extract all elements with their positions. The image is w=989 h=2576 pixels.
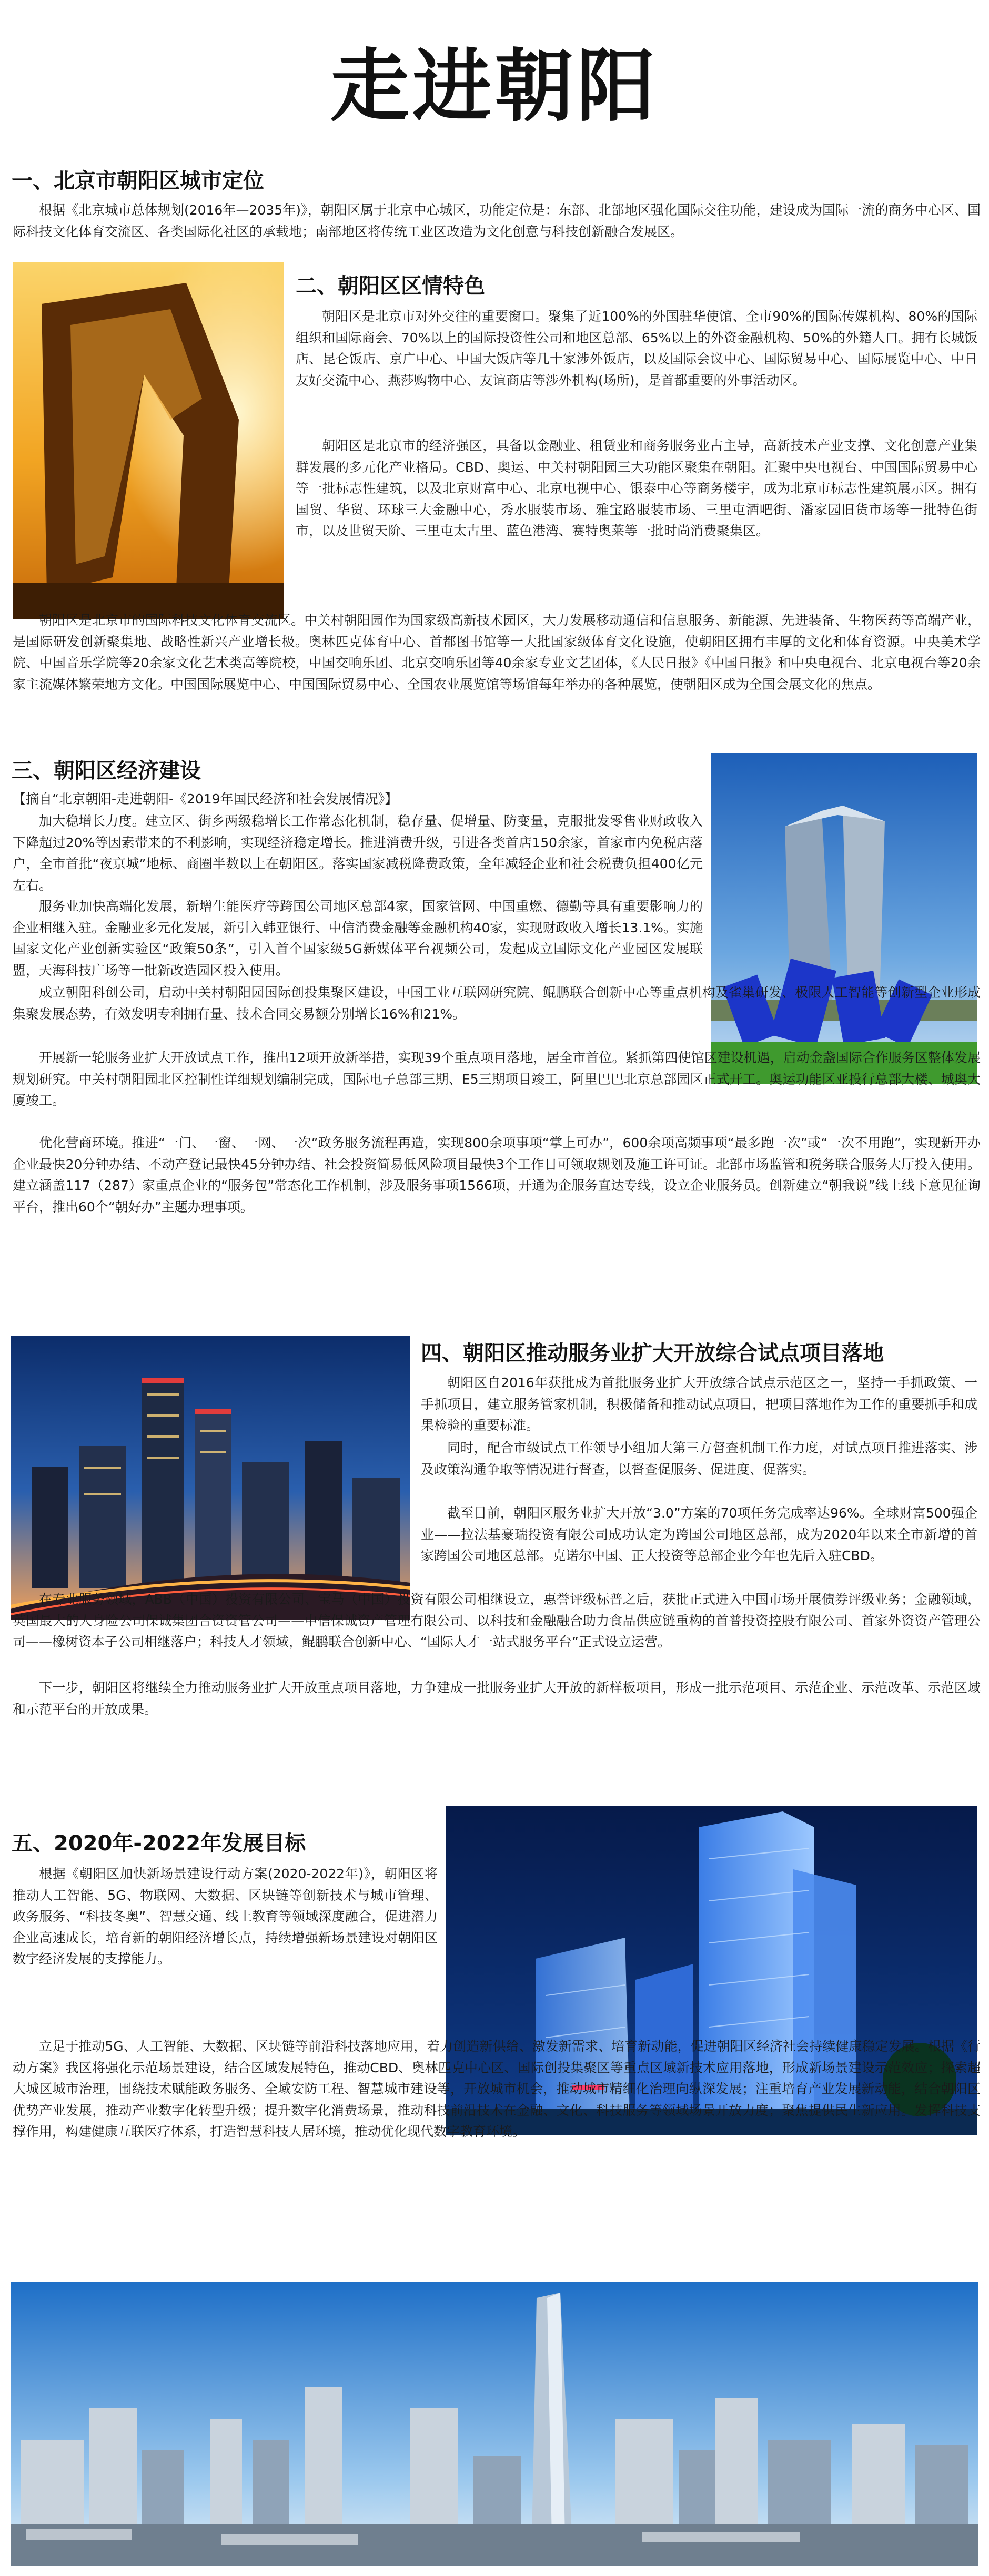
- section-1-heading: 一、北京市朝阳区城市定位: [12, 169, 264, 193]
- section-3-heading: 三、朝阳区经济建设: [12, 759, 201, 783]
- section-2-paragraph-1: 朝阳区是北京市对外交往的重要窗口。聚集了近100%的外国驻华使馆、全市90%的国际传媒机构、80%的国际组织和国际商会、70%以上的国际投资性公司和地区总部、65%以上的外资金融机构、50%的外籍人口。拥有长城饭店、昆仑饭店、京广中心、中国大饭店等几十家涉外饭店，以及国际会议中心、国际贸易中心、国际展览中心、中日友好交流中心、燕莎购物中心、友谊商店等涉外机构(场所)，是首都重要的外事活动区。: [296, 309, 977, 388]
- section-4-paragraph-4: 在专业服务领域，ABB（中国）投资有限公司、宝马（中国）投资有限公司相继设立，惠誉评级标普之后，获批正式进入中国市场开展债券评级业务；金融领域，英国最大的人身险公司保诚集团合资资管公司——中信保诚资产管理有限公司、以科技和金融融合助力食品供应链重构的首普投资控股有限公司、首家外资资产管理公司——橡树资本子公司相继落户；科技人才领域，鲲鹏联合创新中心、“国际人才一站式服务平台”正式设立运营。: [13, 1592, 981, 1650]
- section-2-paragraph-3: 朝阳区是北京市的国际科技文化体育交流区。中关村朝阳园作为国家级高新技术园区，大力发展移动通信和信息服务、新能源、先进装备、生物医药等高端产业，是国际研发创新聚集地、战略性新兴产业增长极。奥林匹克体育中心、首都图书馆等一大批国家级体育文化设施，使朝阳区拥有丰厚的文化和体育资源。中央美术学院、中国音乐学院等20余家文化艺术类高等院校，中国交响乐团、北京交响乐团等40余家专业文艺团体，《人民日报》《中国日报》和中央电视台、北京电视台等20余家主流媒体繁荣地方文化。中国国际展览中心、中国国际贸易中心、全国农业展览馆等场馆每年举办的各种展览，使朝阳区成为全国会展文化的焦点。: [13, 613, 981, 692]
- section-1-paragraph: 根据《北京城市总体规划(2016年—2035年)》，朝阳区属于北京中心城区，功能定位是：东部、北部地区强化国际交往功能，建设成为国际一流的商务中心区、国际科技文化体育交流区、各类国际化社区的承载地；南部地区将传统工业区改造为文化创意与科技创新融合发展区。: [13, 202, 981, 239]
- section-4-paragraph-2: 同时，配合市级试点工作领导小组加大第三方督查机制工作力度，对试点项目推进落实、涉及政策沟通争取等情况进行督查，以督查促服务、促进度、促落实。: [421, 1440, 977, 1477]
- section-4-paragraph-1: 朝阳区自2016年获批成为首批服务业扩大开放综合试点示范区之一，坚持一手抓政策、一手抓项目，建立服务管家机制，积极储备和推动试点项目，把项目落地作为工作的重要抓手和成果检验的重要标准。: [421, 1375, 977, 1433]
- page-title: 走进朝阳: [330, 41, 659, 133]
- section-5-heading: 五、2020年-2022年发展目标: [12, 1831, 306, 1856]
- section-5-paragraph-2: 立足于推动5G、人工智能、大数据、区块链等前沿科技落地应用，着力创造新供给、激发新需求、培育新动能，促进朝阳区经济社会持续健康稳定发展。根据《行动方案》我区将强化示范场景建设，结合区域发展特色，推动CBD、奥林匹克中心区、国际创投集聚区等重点区域新技术应用落地，形成新场景建设示范效应；探索超大城区城市治理，围绕技术赋能政务服务、全域安防工程、智慧城市建设等，开放城市机会，推动城市精细化治理向纵深发展；注重培育产业发展新动能，结合朝阳区优势产业发展，推动产业数字化转型升级；提升数字化消费场景，推动科技前沿技术在金融、文化、科技服务等领域场景开放力度；聚焦提供民生新应用。发挥科技支撑作用，构建健康互联医疗体系，打造智慧科技人居环境，推动优化现代数字教育环境。: [13, 2039, 981, 2139]
- section-4-paragraph-5: 下一步，朝阳区将继续全力推动服务业扩大开放重点项目落地，力争建成一批服务业扩大开放的新样板项目，形成一批示范项目、示范企业、示范改革、示范区域和示范平台的开放成果。: [13, 1680, 981, 1717]
- section-3-source-note: 【摘自“北京朝阳-走进朝阳-《2019年国民经济和社会发展情况》】: [13, 791, 398, 807]
- beijing-skyline-photo: [11, 2282, 978, 2566]
- section-3-paragraph-4: 开展新一轮服务业扩大开放试点工作，推出12项开放新举措，实现39个重点项目落地，居全市首位。紧抓第四使馆区建设机遇，启动金盏国际合作服务区整体发展规划研究。中关村朝阳园北区控制性详细规划编制完成，国际电子总部三期、E5三期项目竣工，阿里巴巴北京总部园区正式开工。奥运功能区亚投行总部大楼、城奥大厦竣工。: [13, 1050, 981, 1108]
- section-4-heading: 四、朝阳区推动服务业扩大开放综合试点项目落地: [421, 1341, 884, 1366]
- section-3-paragraph-5: 优化营商环境。推进“一门、一窗、一网、一次”政务服务流程再造，实现800余项事项“掌上可办”，600余项高频事项“最多跑一次”或“一次不用跑”，实现新开办企业最快20分钟办结、不动产登记最快45分钟办结、社会投资简易低风险项目最快3个工作日可领取规划及施工许可证。北部市场监管和税务联合服务大厅投入使用。建立涵盖117（287）家重点企业的“服务包”常态化工作机制，涉及服务事项1566项，开通为企服务直达专线，设立企业服务员。创新建立“朝我说”线上线下意见征询平台，推出60个“朝好办”主题办理事项。: [13, 1135, 981, 1215]
- section-3-paragraph-2: 服务业加快高端化发展，新增生能医疗等跨国公司地区总部4家，国家管网、中国重燃、德勤等具有重要影响力的企业相继入驻。金融业多元化发展，新引入韩亚银行、中信消费金融等金融机构40家，实现财政收入增长13.1%。实施国家文化产业创新实验区“政策50条”，引入首个国家级5G新媒体平台视频公司，发起成立国际文化产业园区发展联盟，天海科技广场等一批新改造园区投入使用。: [13, 899, 703, 978]
- cbd-night-photo: [11, 1336, 410, 1620]
- section-2-paragraph-2: 朝阳区是北京市的经济强区，具备以金融业、租赁业和商务服务业占主导，高新技术产业支撑、文化创意产业集群发展的多元化产业格局。CBD、奥运、中关村朝阳园三大功能区聚集在朝阳。汇聚中央电视台、中国国际贸易中心等一批标志性建筑，以及北京财富中心、北京电视中心、银泰中心等商务楼宇，成为北京市标志性建筑展示区。拥有国贸、华贸、环球三大金融中心，秀水服装市场、雅宝路服装市场、三里屯酒吧街、潘家园旧货市场等一批特色街市，以及世贸天阶、三里屯太古里、蓝色港湾、赛特奥莱等一批时尚消费聚集区。: [296, 438, 977, 538]
- section-5-paragraph-1: 根据《朝阳区加快新场景建设行动方案(2020-2022年)》，朝阳区将推动人工智能、5G、物联网、大数据、区块链等创新技术与城市管理、政务服务、“科技冬奥”、智慧交通、线上教育等领域深度融合，促进潜力企业高速成长，培育新的朝阳经济增长点，持续增强新场景建设对朝阳区数字经济发展的支撑能力。: [13, 1866, 438, 1967]
- section-3-paragraph-1: 加大稳增长力度。建立区、街乡两级稳增长工作常态化机制，稳存量、促增量、防变量，克服批发零售业财政收入下降超过20%等因素带来的不利影响，实现经济稳定增长。推进消费升级，引进各类首店150余家，首家市内免税店落户，全市首批“夜京城”地标、商圈半数以上在朝阳区。落实国家减税降费政策，全年减轻企业和社会税费负担400亿元左右。: [13, 813, 703, 893]
- section-2-heading: 二、朝阳区区情特色: [296, 274, 485, 298]
- cctv-tower-photo: [13, 262, 284, 619]
- section-3-paragraph-3: 成立朝阳科创公司，启动中关村朝阳园国际创投集聚区建设，中国工业互联网研究院、鲲鹏联合创新中心等重点机构及雀巢研发、极限人工智能等创新型企业形成集聚发展态势，有效发明专利拥有量、技术合同交易额分别增长16%和21%。: [13, 985, 981, 1022]
- section-4-paragraph-3: 截至目前，朝阳区服务业扩大开放“3.0”方案的70项任务完成率达96%。全球财富500强企业——拉法基豪瑞投资有限公司成功认定为跨国公司地区总部，成为2020年以来全市新增的首家跨国公司地区总部。克诺尔中国、正大投资等总部企业今年也先后入驻CBD。: [421, 1505, 977, 1563]
